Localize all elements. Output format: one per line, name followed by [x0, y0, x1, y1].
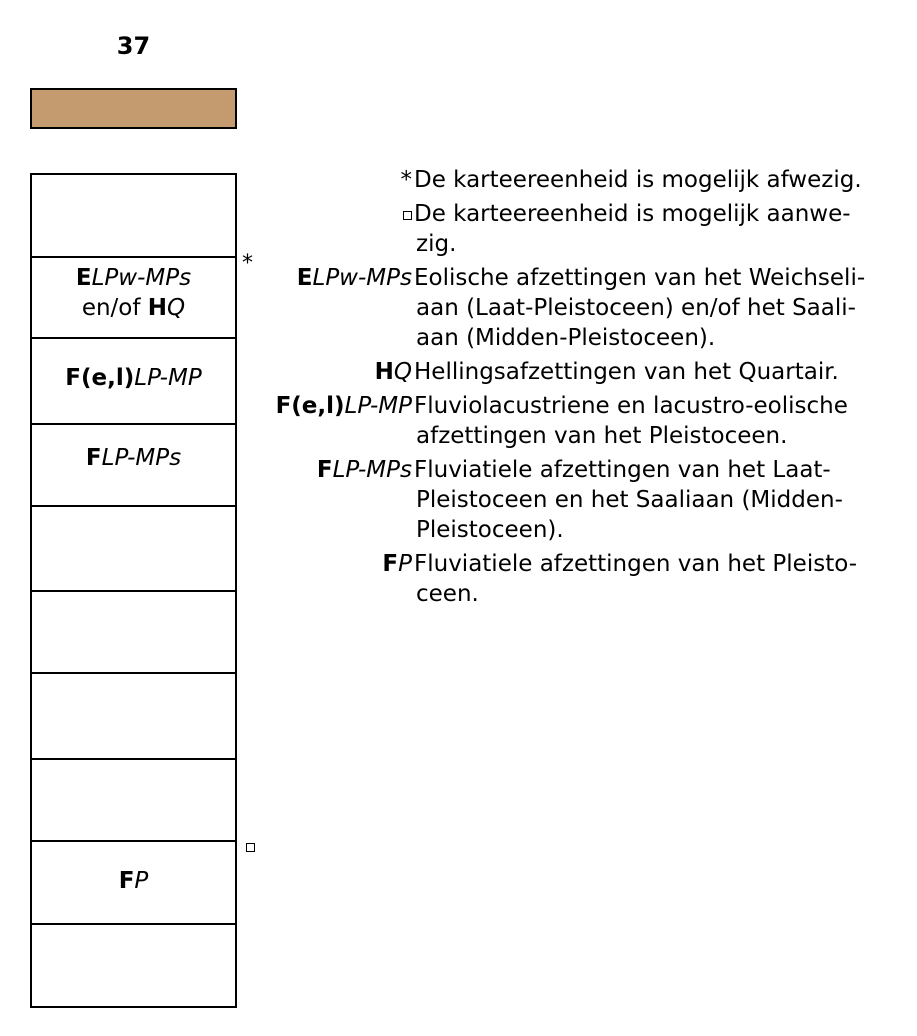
label-run: H [374, 359, 394, 385]
description-line: Fluviatiele afzettingen van het Laat- [414, 457, 831, 483]
label-run: * [400, 167, 412, 193]
profile-unit [32, 842, 235, 925]
legend-description [412, 263, 904, 353]
absent-marker: * [242, 251, 253, 276]
legend-description [412, 549, 904, 609]
legend-entry [240, 263, 915, 353]
profile-column [30, 173, 237, 1008]
label-run: F(e,l) [275, 393, 345, 419]
legend-entry [240, 199, 915, 259]
square-icon [246, 843, 255, 852]
legend-key [240, 165, 412, 195]
description-line: Hellingsafzettingen van het Quartair. [414, 359, 839, 385]
profile-unit [32, 175, 235, 258]
legend-entry [240, 549, 915, 609]
profile-unit [32, 339, 235, 425]
description-line: Fluviatiele afzettingen van het Pleisto- [414, 551, 858, 577]
profile-unit [32, 507, 235, 592]
label-run: P [398, 551, 412, 577]
legend-key [240, 199, 412, 259]
legend-description [412, 455, 904, 545]
legend-description [412, 357, 904, 387]
unit-label [82, 293, 185, 323]
legend-description [412, 165, 904, 195]
label-run: LP-MPs [101, 445, 182, 471]
label-run: E [296, 265, 313, 291]
label-run: Q [393, 359, 412, 385]
legend-entry [240, 165, 915, 195]
label-run: F [316, 457, 333, 483]
profile-unit [32, 760, 235, 842]
description-line: aan (Laat-Pleistoceen) en/of het Saali- [416, 295, 856, 321]
legend-entry [240, 357, 915, 387]
label-run: LP-MPs [332, 457, 412, 483]
legend-entry [240, 455, 915, 545]
profile-unit [32, 425, 235, 507]
description-line: aan (Midden-Pleistoceen). [416, 325, 716, 351]
unit-label [65, 363, 201, 393]
label-run: en/of [81, 295, 148, 321]
profile-unit [32, 674, 235, 760]
legend-description [412, 391, 904, 451]
legend-key [240, 357, 412, 387]
legend-key [240, 263, 412, 353]
label-run: LPw-MPs [312, 265, 412, 291]
description-line: De karteereenheid is mogelijk afwezig. [414, 167, 862, 193]
square-icon [403, 211, 412, 220]
legend-key [240, 455, 412, 545]
label-run: E [75, 265, 92, 291]
description-line: De karteereenheid is mogelijk aanwe- [414, 201, 851, 227]
description-line: Fluviolacustriene en lacustro-eolische [414, 393, 848, 419]
description-line: zig. [416, 231, 457, 257]
legend-key [240, 391, 412, 451]
description-line: Pleistoceen en het Saaliaan (Midden- [416, 487, 843, 513]
profile-unit [32, 925, 235, 1008]
label-run: F [118, 868, 135, 894]
top-surface-swatch [30, 88, 237, 129]
label-run: F [382, 551, 399, 577]
sheet-number: 37 [116, 32, 151, 60]
legend-key [240, 549, 412, 609]
description-line: afzettingen van het Pleistoceen. [416, 423, 788, 449]
legend [240, 165, 915, 613]
profile-unit [32, 592, 235, 674]
label-run: LP-MP [134, 365, 202, 391]
label-run: Q [167, 295, 186, 321]
label-run: F [85, 445, 102, 471]
description-line: Pleistoceen). [416, 517, 564, 543]
legend-description [412, 199, 904, 259]
label-run: H [147, 295, 168, 321]
label-run: P [134, 868, 149, 894]
unit-label [86, 443, 181, 473]
unit-label [119, 866, 149, 896]
label-run: F(e,l) [65, 365, 135, 391]
description-line: Eolische afzettingen van het Weichseli- [414, 265, 866, 291]
description-line: ceen. [416, 581, 479, 607]
label-run: LPw-MPs [91, 265, 192, 291]
legend-entry [240, 391, 915, 451]
profile-unit [32, 258, 235, 339]
label-run: LP-MP [344, 393, 412, 419]
unit-label [76, 263, 191, 293]
